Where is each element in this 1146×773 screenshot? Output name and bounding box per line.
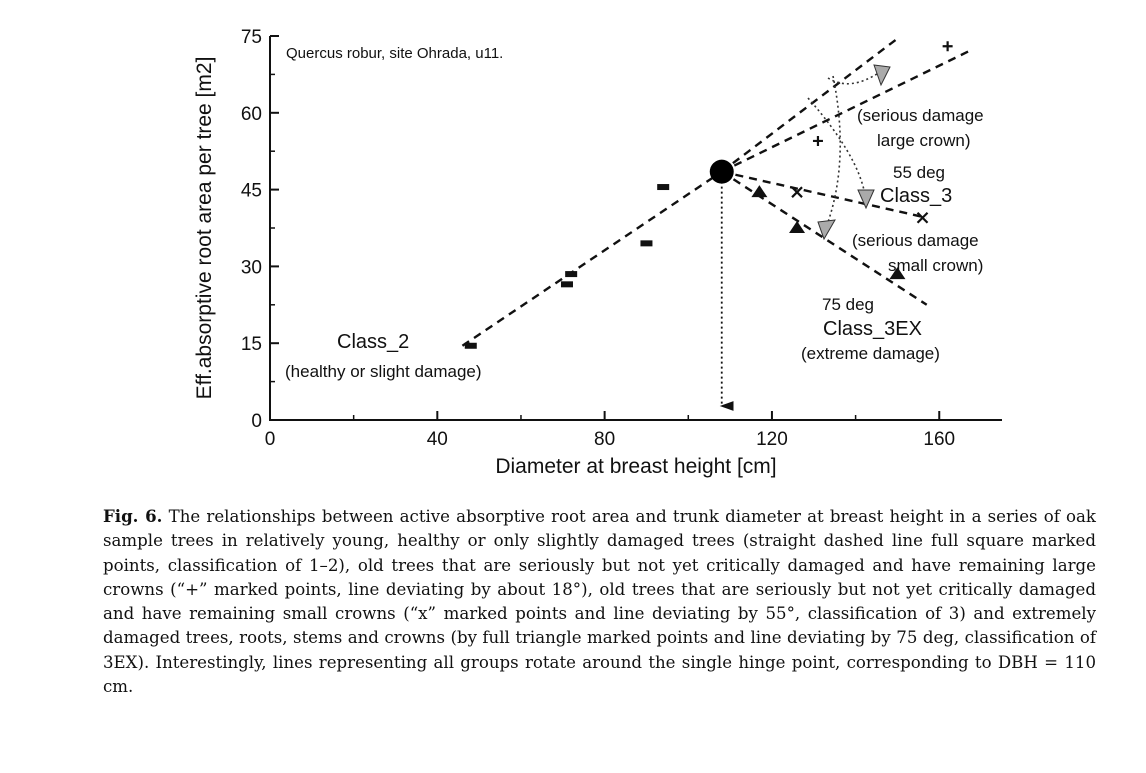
caption-label: Fig. 6. <box>103 506 163 526</box>
caption-text: The relationships between active absorptive root area and trunk diameter at breast height in a series of oak sample trees in relatively young, healthy or only slightly damaged trees (straight dashed line full square marked points, classification of 1–2), old trees that are seriously but not yet critically damaged and have remaining large crowns (“+” marked points, line deviating by about 18°), old trees that are seriously but not yet critically damaged and have remaining small crowns (“x” marked points and line deviating by 55°, classification of 3) and extremely damaged trees, roots, stems and crowns (by full triangle marked points and line deviating by 75 deg, classification of 3EX). Interestingly, lines representing all groups rotate around the single hinge point, corresponding to DBH = 110 cm. <box>103 507 1096 697</box>
y-tick-label: 15 <box>240 334 262 356</box>
class3ex-label: Class_3EX <box>823 318 922 340</box>
point-x <box>918 213 928 223</box>
point-triangle <box>789 221 805 233</box>
class2-desc: (healthy or slight damage) <box>285 362 482 381</box>
class3-label: Class_3 <box>880 185 953 207</box>
figure-caption <box>103 504 1096 699</box>
deg75-label: 75 deg <box>822 295 874 314</box>
y-tick-label: 45 <box>240 180 262 202</box>
x-tick-label: 160 <box>923 429 956 450</box>
point-square <box>640 240 652 246</box>
chart-title: Quercus robur, site Ohrada, u11. <box>286 45 504 62</box>
rotation-arrowhead-mid <box>858 190 874 208</box>
rotation-arc-small <box>828 72 880 84</box>
x-tick-label: 40 <box>426 429 448 450</box>
point-triangle <box>751 185 767 197</box>
small-crown-line1: (serious damage <box>852 231 979 250</box>
point-square <box>561 281 573 287</box>
regression-line <box>462 172 721 346</box>
y-axis-title: Eff.absorptive root area per tree [m2] <box>193 56 216 400</box>
small-crown-line2: small crown) <box>888 256 984 275</box>
point-square <box>465 343 477 349</box>
rotation-arc-large <box>827 76 840 225</box>
large-crown-line2: large crown) <box>877 131 971 150</box>
axis-ticks <box>241 27 955 450</box>
class3ex-desc: (extreme damage) <box>801 344 940 363</box>
y-tick-label: 30 <box>240 257 262 279</box>
x-tick-label: 0 <box>264 429 276 450</box>
deg55-label: 55 deg <box>893 163 945 182</box>
point-plus <box>943 41 953 51</box>
x-axis-title: Diameter at breast height [cm] <box>495 455 777 478</box>
point-square <box>565 271 577 277</box>
y-tick-label: 60 <box>240 103 262 125</box>
y-tick-label: 75 <box>240 27 262 48</box>
large-crown-line1: (serious damage <box>857 106 984 125</box>
class2-label: Class_2 <box>337 331 410 353</box>
y-tick-label: 0 <box>251 411 262 432</box>
point-square <box>657 184 669 190</box>
x-tick-label: 120 <box>756 429 788 450</box>
point-plus <box>813 136 823 146</box>
hinge-point <box>710 160 734 184</box>
x-tick-label: 80 <box>594 429 616 450</box>
